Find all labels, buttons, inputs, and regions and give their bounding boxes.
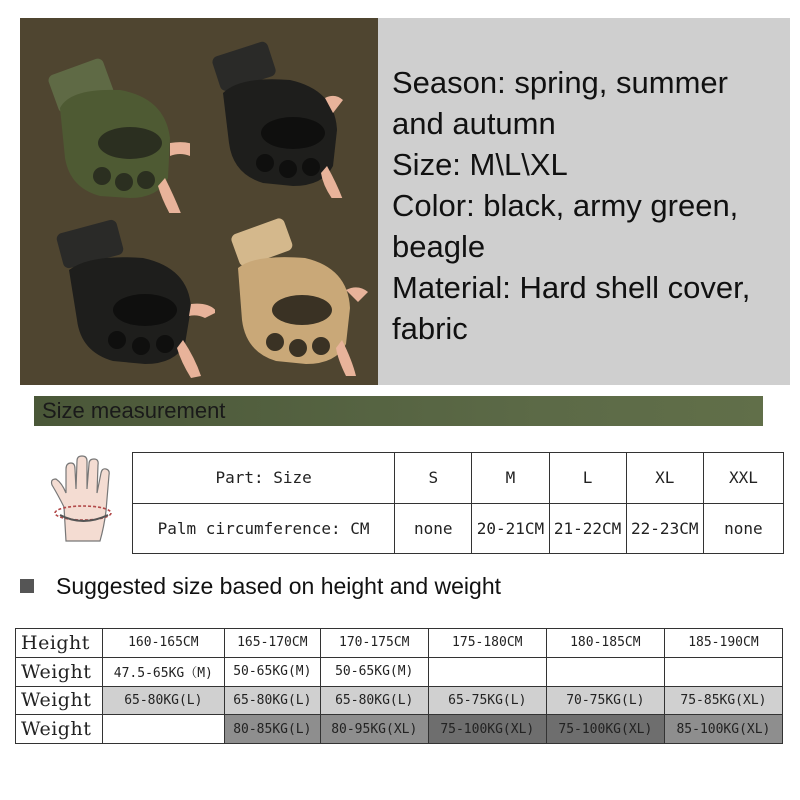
weight-cell: 85-100KG(XL): [664, 715, 782, 744]
product-info-panel: [378, 18, 790, 385]
weight-cell: 47.5-65KG（M): [102, 657, 224, 686]
palm-header-s: S: [395, 453, 472, 504]
height-row-label: Height: [16, 629, 103, 658]
weight-cell: 75-100KG(XL): [428, 715, 546, 744]
suggested-size-heading: [20, 573, 501, 600]
army-green-glove-image: [40, 48, 190, 213]
palm-value-l: 21-22CM: [549, 503, 626, 554]
palm-header-l: L: [549, 453, 626, 504]
palm-value-m: 20-21CM: [472, 503, 549, 554]
palm-header-part: Part: Size: [133, 453, 395, 504]
black-glove-image-1: [205, 38, 355, 198]
palm-table-header-row: [133, 453, 784, 504]
weight-row-2: [16, 686, 783, 715]
height-cell: 165-170CM: [224, 629, 320, 658]
weight-cell: 80-85KG(L): [224, 715, 320, 744]
weight-cell: 75-85KG(XL): [664, 686, 782, 715]
info-line-season: Season: spring, summer: [392, 65, 728, 100]
palm-value-s: none: [395, 503, 472, 554]
weight-cell: [664, 657, 782, 686]
height-cell: 180-185CM: [546, 629, 664, 658]
height-cell: 185-190CM: [664, 629, 782, 658]
info-line-color-cont: beagle: [392, 229, 486, 264]
weight-row-label: Weight: [16, 715, 103, 744]
height-cell: 175-180CM: [428, 629, 546, 658]
suggested-size-title: Suggested size based on height and weight: [56, 573, 501, 599]
black-glove-image-2: [55, 218, 215, 378]
palm-header-xl: XL: [626, 453, 703, 504]
info-line-material-cont: fabric: [392, 311, 468, 346]
palm-row-label: Palm circumference: CM: [133, 503, 395, 554]
weight-cell: 70-75KG(L): [546, 686, 664, 715]
hand-measurement-icon: [44, 455, 122, 543]
info-line-season-cont: and autumn: [392, 106, 556, 141]
weight-cell: [546, 657, 664, 686]
weight-cell: 75-100KG(XL): [546, 715, 664, 744]
height-row: [16, 629, 783, 658]
weight-cell: 65-80KG(L): [224, 686, 320, 715]
weight-cell: 65-80KG(L): [102, 686, 224, 715]
weight-cell: 65-75KG(L): [428, 686, 546, 715]
weight-row-1: [16, 657, 783, 686]
product-photo: [20, 18, 378, 385]
size-measurement-header: [34, 396, 763, 426]
weight-row-label: Weight: [16, 686, 103, 715]
weight-cell: 50-65KG(M): [320, 657, 428, 686]
weight-cell: 80-95KG(XL): [320, 715, 428, 744]
size-measurement-title: Size measurement: [42, 398, 226, 423]
info-line-material: Material: Hard shell cover,: [392, 270, 751, 305]
info-line-size: Size: M\L\XL: [392, 147, 568, 182]
product-description: [392, 62, 750, 349]
weight-row-3: [16, 715, 783, 744]
weight-cell: 65-80KG(L): [320, 686, 428, 715]
height-weight-table: [15, 628, 783, 744]
weight-row-label: Weight: [16, 657, 103, 686]
palm-value-xxl: none: [703, 503, 783, 554]
height-cell: 160-165CM: [102, 629, 224, 658]
tan-glove-image: [220, 218, 370, 378]
height-cell: 170-175CM: [320, 629, 428, 658]
square-bullet-icon: [20, 579, 34, 593]
palm-header-xxl: XXL: [703, 453, 783, 504]
info-line-color: Color: black, army green,: [392, 188, 739, 223]
palm-size-table: [132, 452, 784, 554]
weight-cell: [102, 715, 224, 744]
weight-cell: 50-65KG(M): [224, 657, 320, 686]
palm-header-m: M: [472, 453, 549, 504]
weight-cell: [428, 657, 546, 686]
palm-table-value-row: [133, 503, 784, 554]
palm-value-xl: 22-23CM: [626, 503, 703, 554]
